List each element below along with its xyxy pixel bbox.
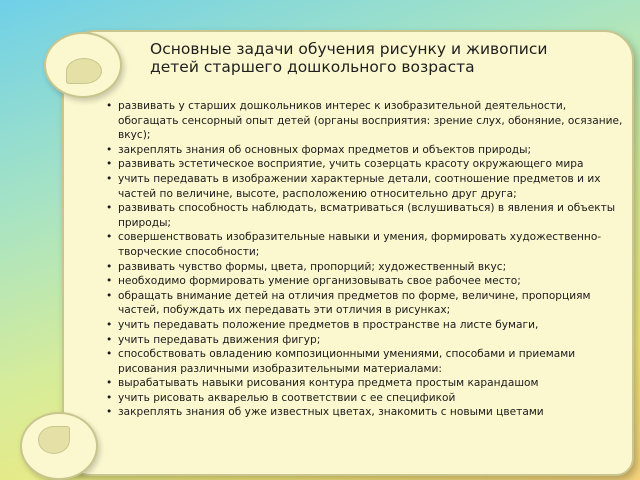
list-item-text: необходимо формировать умение организовывать свое рабочее место; (118, 275, 521, 288)
bullet-icon: • (106, 406, 113, 419)
scroll-curl-top-fold (66, 58, 102, 84)
list-item (106, 274, 626, 289)
list-item (106, 230, 626, 259)
scroll-curl-bottom-fold (38, 426, 70, 454)
bullet-icon: • (106, 289, 113, 302)
bullet-icon: • (106, 172, 113, 185)
bullet-icon: • (106, 275, 113, 288)
list-item-text: учить рисовать акварелью в соответствии с ее спецификой (118, 391, 456, 404)
bullet-icon: • (106, 377, 113, 390)
bullet-icon: • (106, 348, 113, 361)
bullet-icon: • (106, 318, 113, 331)
list-item-text: учить передавать положение предметов в пространстве на листе бумаги, (118, 318, 539, 331)
list-item-text: развивать у старших дошкольников интерес к изобразительной деятельности, обогащать сенсорный опыт детей (органы восприятия: зрение слух, обоняние, осязание, вкус); (118, 100, 623, 142)
list-item (106, 405, 626, 420)
list-item-text: закреплять знания об уже известных цветах, знакомить с новыми цветами (118, 406, 544, 419)
bullet-icon: • (106, 202, 113, 215)
list-item (106, 376, 626, 391)
list-item (106, 172, 626, 201)
list-item (106, 260, 626, 275)
list-item (106, 318, 626, 333)
list-item-text: способствовать овладению композиционными умениями, способами и приемами рисования различными изобразительными материалами: (118, 348, 576, 375)
list-item (106, 201, 626, 230)
list-item (106, 99, 626, 143)
list-item-text: обращать внимание детей на отличия предметов по форме, величине, пропорциям частей, побуждать их передавать эти отличия в рисунках; (118, 289, 591, 317)
slide-title: Основные задачи обучения рисунку и живописи детей старшего дошкольного возраста (150, 40, 548, 76)
bullet-icon: • (106, 333, 113, 346)
list-item-text: учить передавать в изображении характерные детали, соотношение предметов и их частей по величине, высоте, расположению относительно друг друга; (118, 172, 601, 200)
bullet-icon: • (106, 231, 113, 244)
bullet-icon: • (106, 158, 113, 171)
list-item-text: совершенствовать изобразительные навыки и умения, формировать художественно-творческие способности; (118, 231, 602, 258)
list-item-text: закреплять знания об основных формах предметов и объектов природы; (118, 143, 532, 156)
list-item (106, 347, 626, 376)
list-item-text: развивать чувство формы, цвета, пропорций; художественный вкус; (118, 260, 507, 273)
list-item (106, 391, 626, 406)
bullet-icon: • (106, 143, 113, 156)
list-item (106, 289, 626, 318)
task-list (106, 99, 626, 420)
list-item (106, 143, 626, 158)
list-item-text: вырабатывать навыки рисования контура предмета простым карандашом (118, 377, 539, 390)
list-item-text: учить передавать движения фигур; (118, 333, 321, 346)
bullet-icon: • (106, 100, 113, 112)
list-item-text: развивать эстетическое восприятие, учить созерцать красоту окружающего мира (118, 158, 584, 171)
list-item (106, 333, 626, 348)
bullet-icon: • (106, 260, 113, 273)
list-item-text: развивать способность наблюдать, всматриваться (вслушиваться) в явления и объекты природы; (118, 202, 616, 229)
list-item (106, 157, 626, 172)
bullet-icon: • (106, 391, 113, 404)
